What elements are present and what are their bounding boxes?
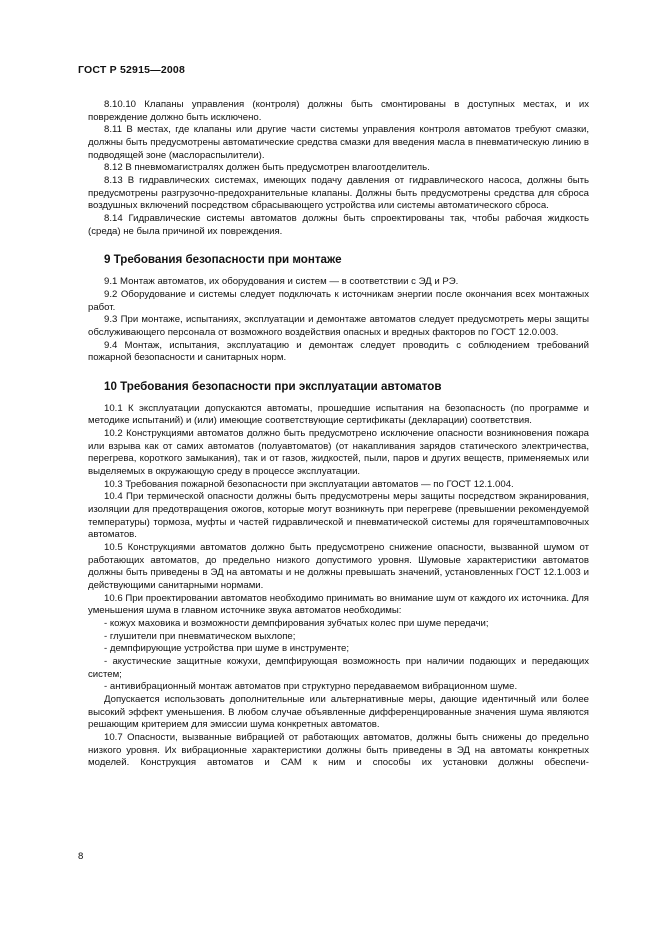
page-number: 8 — [78, 851, 84, 862]
document-body — [88, 99, 589, 770]
paragraph-9-4: 9.4 Монтаж, испытания, эксплуатацию и демонтаж следует проводить с соблюдением требований пожарной безопасности и санитарных норм. — [88, 339, 589, 364]
paragraph-10-1: 10.1 К эксплуатации допускаются автоматы, прошедшие испытания на безопасность (по программе и методике испытаний) и (или) имеющие соответствующие сертификаты (декларации) соответствия. — [88, 402, 589, 427]
paragraph-9-1: 9.1 Монтаж автоматов, их оборудования и систем — в соответствии с ЭД и РЭ. — [104, 276, 459, 288]
section-10-heading: 10 Требования безопасности при эксплуатации автоматов — [104, 379, 442, 393]
paragraph-10-6-note: Допускается использовать дополнительные или альтернативные меры, дающие идентичный или более высокий эффект уменьшения. В любом случае объявленные дифференцированные значения шума являются решающим критерием для эмиссии шума конкретных автоматов. — [88, 693, 589, 731]
list-item: - антивибрационный монтаж автоматов при структурно передаваемом вибрационном шуме. — [104, 681, 518, 693]
paragraph-10-7: 10.7 Опасности, вызванные вибрацией от работающих автоматов, должны быть снижены до предельно низкого уровня. Их вибрационные характеристики должны быть приведены в ЭД на автоматы конкретных моделей. Конструкция автоматов и САМ к ним и способы их установки должны обеспечи- — [88, 731, 589, 769]
paragraph-9-2: 9.2 Оборудование и системы следует подключать к источникам энергии после окончания всех монтажных работ. — [88, 288, 589, 313]
section-9-heading: 9 Требования безопасности при монтаже — [104, 253, 342, 267]
paragraph-10-6: 10.6 При проектировании автоматов необходимо принимать во внимание шум от каждого их источника. Для уменьшения шума в главном источнике звука автоматов необходимы: — [88, 592, 589, 617]
paragraph-8-11: 8.11 В местах, где клапаны или другие части системы управления контроля автоматов требуют смазки, должны быть предусмотрены автоматические средства смазки для введения масла в пневматическую линию в подводящей зоне (маслораспылители). — [88, 124, 589, 161]
paragraph-8-12: 8.12 В пневмомагистралях должен быть предусмотрен влагоотделитель. — [104, 162, 430, 174]
standard-header: ГОСТ Р 52915—2008 — [78, 64, 186, 76]
paragraph-10-3: 10.3 Требования пожарной безопасности при эксплуатации автоматов — по ГОСТ 12.1.004. — [104, 478, 514, 490]
paragraph-10-2: 10.2 Конструкциями автоматов должно быть предусмотрено исключение опасности возникновения пожара или взрыва как от самих автоматов (полуавтоматов) (от накапливания зарядов статического электричества, перегрева, короткого замыкания), так и от газов, жидкостей, пыли, паров и других веществ, применяемых или выделяемых в окружающую среду в процессе эксплуатации. — [88, 428, 589, 478]
paragraph-8-10-10: 8.10.10 Клапаны управления (контроля) должны быть смонтированы в доступных местах, и их повреждение должно быть исключено. — [88, 99, 589, 123]
list-item: - демпфирующие устройства при шуме в инструменте; — [104, 643, 349, 655]
paragraph-8-13: 8.13 В гидравлических системах, имеющих подачу давления от гидравлического насоса, должны быть предусмотрены разгрузочно-предохранительные клапаны. Должны быть предусмотрены средства для сброса воздушных включений посредством сбрасывающего устройства или системы автоматического сброса. — [88, 174, 589, 212]
paragraph-9-3: 9.3 При монтаже, испытаниях, эксплуатации и демонтаже автоматов следует предусмотреть меры защиты обслуживающего персонала от возможного воздействия опасных и вредных факторов по ГОСТ 12.0.003. — [88, 314, 589, 338]
paragraph-10-4: 10.4 При термической опасности должны быть предусмотрены меры защиты посредством экранирования, изоляции для предотвращения ожогов, которые могут возникнуть при перегреве (превышении рекомендуемой температуры) тормоза, муфты и частей гидравлической и пневматической системы для горячештамповочных автоматов. — [88, 491, 589, 541]
list-item: - акустические защитные кожухи, демпфирующая возможность при наличии подающих и передающих систем; — [88, 655, 589, 680]
list-item: - глушители при пневматическом выхлопе; — [104, 630, 296, 642]
paragraph-10-5: 10.5 Конструкциями автоматов должно быть предусмотрено снижение опасности, вызванной шумом от работающих автоматов, до предельно низкого допустимого уровня. Шумовые характеристики автоматов должны быть приведены в ЭД на автоматы и не должны превышать значений, установленных ГОСТ 12.1.003 и действующими санитарными нормами. — [88, 542, 589, 591]
list-item: - кожух маховика и возможности демпфирования зубчатых колес при шуме передачи; — [104, 617, 489, 629]
paragraph-8-14: 8.14 Гидравлические системы автоматов должны быть спроектированы так, чтобы рабочая жидкость (среда) не была причиной их повреждения. — [88, 212, 589, 237]
